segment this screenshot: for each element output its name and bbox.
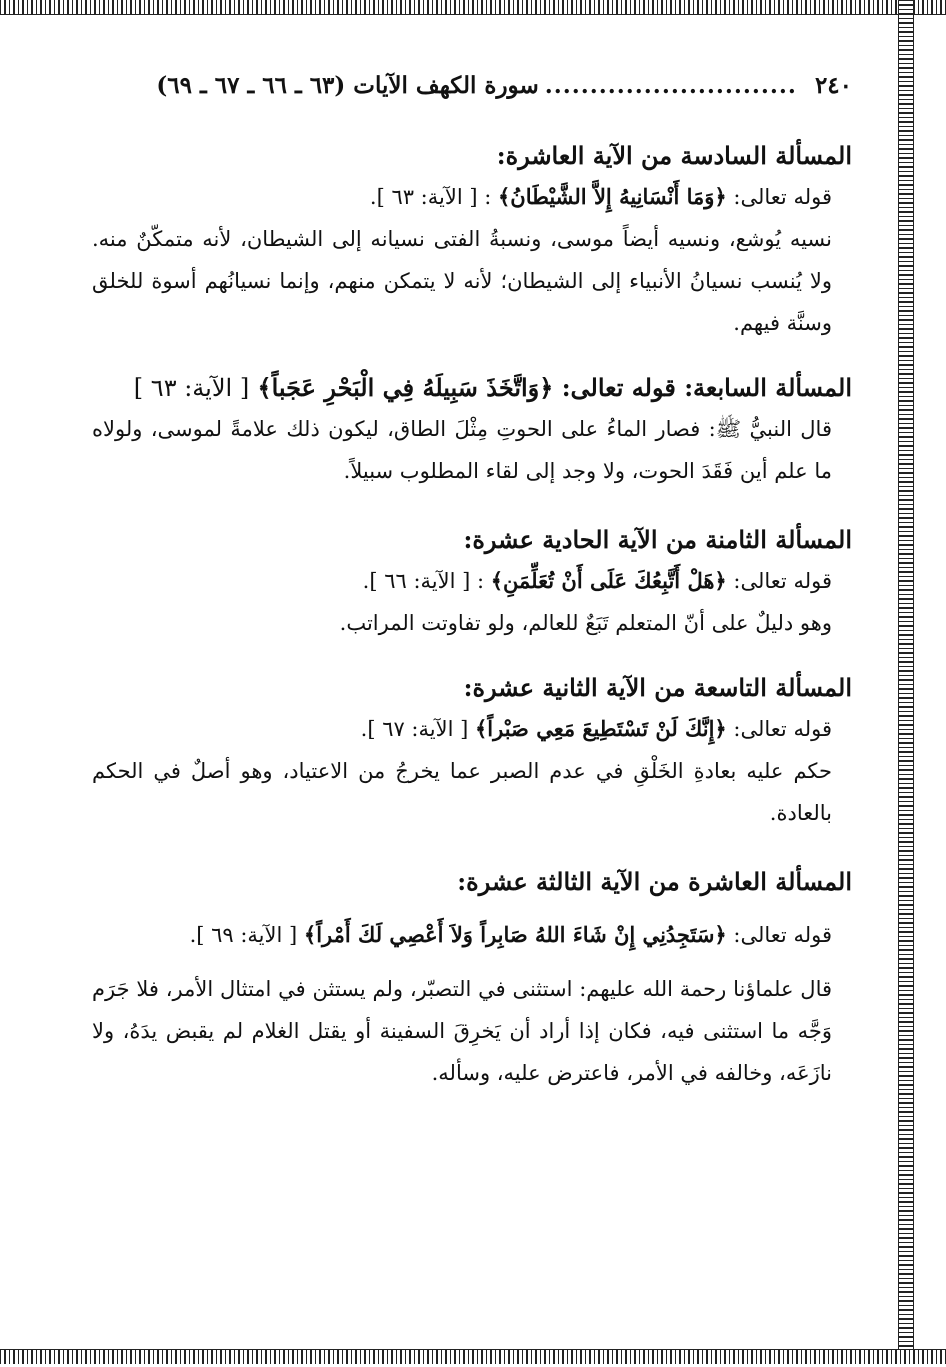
section-tenth-issue	[92, 862, 852, 1094]
section-body: قال علماؤنا رحمة الله عليهم: استثنى في التصبّر، ولم يستثن في امتثال الأمر، فلا جَرَم وَجَّه ما استثنى فيه، فكان إذا أراد أن يَخرِقَ السفينة أو يقتل الغلام لم يقبض يدَهُ، ولا نازَعَه، وخالفه في الأمر، فاعترض عليه، وسأله.	[92, 977, 832, 1085]
quran-verse: ﴿سَتَجِدُنِي إِنْ شَاءَ اللهُ صَابِراً وَلاَ أَعْصِي لَكَ أَمْراً﴾	[303, 922, 727, 947]
verse-reference: [ الآية: ٦٣ ]	[133, 374, 250, 402]
verse-intro: قوله تعالى:	[733, 569, 832, 593]
section-body: حكم عليه بعادةِ الخَلْقِ في عدم الصبر عما يخرجُ من الاعتياد، وهو أصلٌ في الحكم بالعادة.	[92, 759, 832, 825]
top-ornamental-border	[0, 0, 946, 15]
verse-intro: قوله تعالى:	[733, 185, 832, 209]
verse-reference: [ الآية: ٦٩ ].	[189, 923, 298, 947]
right-ornamental-border	[898, 0, 914, 1363]
verse-line	[92, 176, 852, 218]
page-number: ٢٤٠	[814, 72, 852, 99]
verse-intro: قوله تعالى:	[733, 923, 832, 947]
section-sixth-issue	[92, 136, 852, 344]
section-heading: المسألة الثامنة من الآية الحادية عشرة:	[463, 525, 852, 554]
section-heading: المسألة السابعة: قوله تعالى:	[561, 373, 852, 402]
section-seventh-issue	[92, 368, 852, 492]
bottom-ornamental-border	[0, 1349, 946, 1364]
verse-line	[92, 914, 852, 956]
verse-intro: قوله تعالى:	[733, 717, 832, 741]
header-title: سورة الكهف الآيات (٦٣ ـ ٦٦ ـ ٦٧ ـ ٦٩)	[156, 72, 539, 99]
section-eighth-issue	[92, 520, 852, 644]
running-header	[92, 62, 852, 110]
verse-line	[92, 708, 852, 750]
quran-verse: ﴿هَلْ أَتَّبِعُكَ عَلَى أَنْ تُعَلِّمَنِ﴾	[490, 568, 727, 593]
verse-reference: [ الآية: ٦٧ ].	[360, 717, 469, 741]
quran-verse: ﴿وَاتَّخَذَ سَبِيلَهُ فِي الْبَحْرِ عَجَباً﴾	[257, 373, 554, 402]
quran-verse: ﴿وَمَا أَنْسَانِيهُ إِلاَّ الشَّيْطَانُ﴾	[497, 184, 727, 209]
section-body: نسيه يُوشع، ونسيه أيضاً موسى، ونسبةُ الفتى نسيانه إلى الشيطان، لأنه متمكّنٌ منه. ولا يُنسب نسيانُ الأنبياء إلى الشيطان؛ لأنه لا يتمكن منهم، وإنما نسيانُهم أسوة للخلق وسنَّة فيهم.	[92, 227, 832, 335]
section-heading: المسألة التاسعة من الآية الثانية عشرة:	[463, 673, 852, 702]
verse-line	[92, 560, 852, 602]
section-heading: المسألة السادسة من الآية العاشرة:	[496, 141, 852, 170]
quran-verse: ﴿إِنَّكَ لَنْ تَسْتَطِيعَ مَعِي صَبْراً﴾	[474, 716, 727, 741]
page-content	[92, 62, 852, 1094]
verse-reference: : [ الآية: ٦٦ ].	[362, 569, 485, 593]
section-heading: المسألة العاشرة من الآية الثالثة عشرة:	[457, 867, 852, 896]
section-body: وهو دليلٌ على أنّ المتعلم تَبَعٌ للعالم، ولو تفاوتت المراتب.	[339, 611, 832, 635]
verse-reference: : [ الآية: ٦٣ ].	[369, 185, 492, 209]
header-dots: ............................	[544, 72, 797, 99]
section-body: قال النبيُّ ﷺ: فصار الماءُ على الحوتِ مِثْلَ الطاق، ليكون ذلك علامةً لموسى، ولولاه ما علم أين فَقَدَ الحوت، ولا وجد إلى لقاء المطلوب سبيلاً.	[92, 417, 832, 483]
section-heading-line	[92, 368, 852, 408]
section-ninth-issue	[92, 668, 852, 834]
